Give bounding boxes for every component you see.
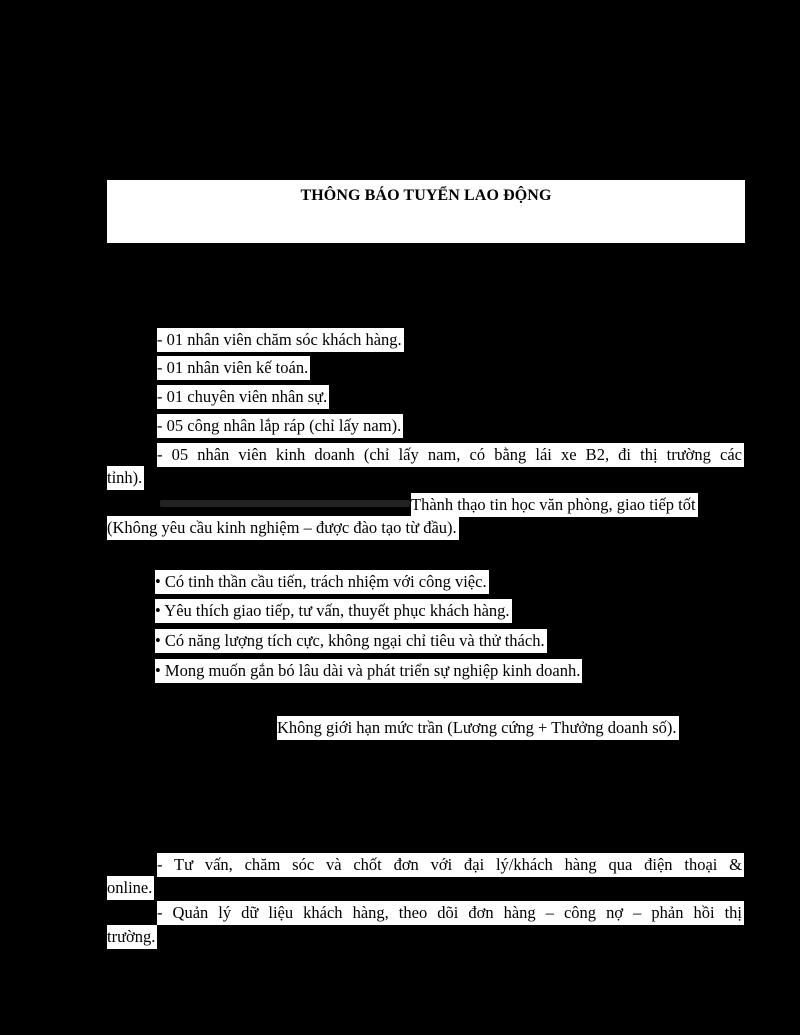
page-title: THÔNG BÁO TUYỂN LAO ĐỘNG: [300, 187, 552, 204]
position-sales-line2: tỉnh).: [107, 466, 144, 490]
redacted-text: [160, 500, 410, 507]
requirement-line2: (Không yêu cầu kinh nghiệm – được đào tạo từ đầu).: [107, 516, 459, 540]
position-assembly-worker: - 05 công nhân lắp ráp (chỉ lấy nam).: [157, 414, 403, 438]
quality-item: • Có tinh thần cầu tiến, trách nhiệm với công việc.: [155, 570, 489, 594]
title-box: [107, 180, 745, 243]
quality-item: • Yêu thích giao tiếp, tư vấn, thuyết phục khách hàng.: [155, 599, 512, 623]
position-hr: - 01 chuyên viên nhân sự.: [157, 385, 329, 409]
duty-2-line2: trường.: [107, 925, 157, 949]
salary-text: Không giới hạn mức trần (Lương cứng + Thưởng doanh số).: [277, 716, 679, 740]
quality-item: • Mong muốn gắn bó lâu dài và phát triển sự nghiệp kinh doanh.: [155, 659, 582, 683]
position-customer-care: - 01 nhân viên chăm sóc khách hàng.: [157, 328, 404, 352]
position-accountant: - 01 nhân viên kế toán.: [157, 356, 310, 380]
position-sales-line1: - 05 nhân viên kinh doanh (chỉ lấy nam, có bằng lái xe B2, đi thị trường các: [157, 443, 744, 467]
requirement-line1: Thành thạo tin học văn phòng, giao tiếp tốt: [411, 493, 698, 517]
quality-item: • Có năng lượng tích cực, không ngại chỉ tiêu và thử thách.: [155, 629, 547, 653]
duty-1-line1: - Tư vấn, chăm sóc và chốt đơn với đại lý/khách hàng qua điện thoại &: [157, 853, 744, 877]
duty-2-line1: - Quản lý dữ liệu khách hàng, theo dõi đơn hàng – công nợ – phản hồi thị: [157, 901, 744, 925]
duty-1-line2: online.: [107, 876, 154, 900]
